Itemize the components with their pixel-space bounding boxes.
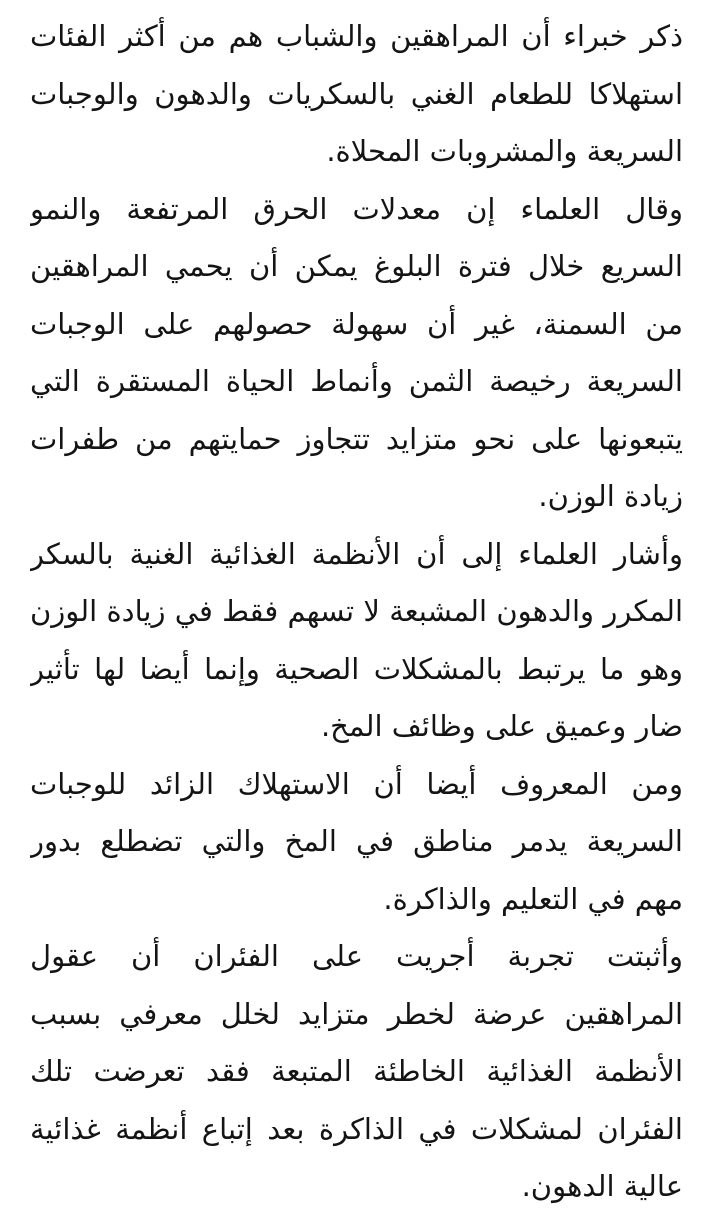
text-line: السريعة رخيصة الثمن وأنماط الحياة المستقرة التي (30, 364, 683, 398)
text-line: مهم في التعليم والذاكرة. (383, 881, 683, 916)
text-line: ذكر خبراء أن المراهقين والشباب هم من أكثر الفئات (30, 19, 683, 53)
text-line: من السمنة، غير أن سهولة حصولهم على الوجبات (30, 306, 683, 341)
paragraph-2 (30, 181, 683, 526)
text-line: السريع خلال فترة البلوغ يمكن أن يحمي المراهقين (30, 249, 683, 283)
paragraph-5 (30, 928, 683, 1216)
text-line: عالية الدهون. (521, 1169, 683, 1203)
text-line: المراهقين عرضة لخطر متزايد لخلل معرفي بسبب (30, 996, 683, 1031)
text-line: وأشار العلماء إلى أن الأنظمة الغذائية الغنية بالسكر (30, 536, 683, 571)
text-line: زيادة الوزن. (538, 479, 683, 513)
text-line: ومن المعروف أيضا أن الاستهلاك الزائد للوجبات (30, 766, 683, 801)
text-line: ضار وعميق على وظائف المخ. (320, 709, 683, 743)
text-line: الأنظمة الغذائية الخاطئة المتبعة فقد تعرضت تلك (30, 1054, 683, 1088)
paragraph-3 (30, 526, 683, 756)
paragraph-1 (30, 8, 683, 181)
text-line: يتبعونها على نحو متزايد تتجاوز حمايتهم من طفرات (30, 421, 683, 456)
text-line: السريعة يدمر مناطق في المخ والتي تضطلع بدور (30, 824, 683, 858)
text-line: المكرر والدهون المشبعة لا تسهم فقط في زيادة الوزن (30, 594, 683, 628)
text-line: وأثبتت تجربة أجريت على الفئران أن عقول (30, 939, 683, 973)
text-line: وهو ما يرتبط بالمشكلات الصحية وإنما أيضا لها تأثير (30, 651, 683, 686)
text-line: وقال العلماء إن معدلات الحرق المرتفعة والنمو (30, 191, 683, 226)
text-line: استهلاكا للطعام الغني بالسكريات والدهون والوجبات (30, 76, 683, 111)
text-line: الفئران لمشكلات في الذاكرة بعد إتباع أنظمة غذائية (30, 1111, 683, 1146)
paragraph-4 (30, 756, 683, 929)
text-line: السريعة والمشروبات المحلاة. (326, 134, 683, 168)
